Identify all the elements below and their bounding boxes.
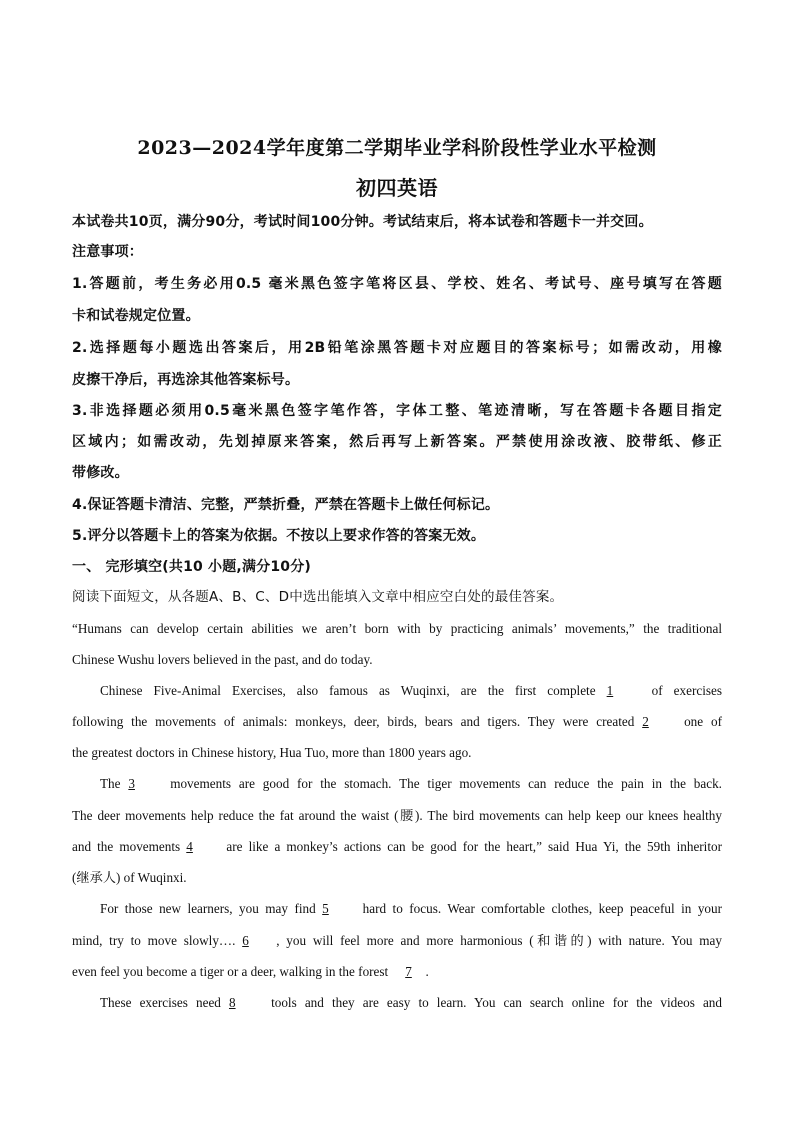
blank-4: 4 bbox=[186, 839, 193, 854]
passage-line: even feel you become a tiger or a deer, walking in the forest 7 . bbox=[72, 964, 429, 979]
blank-8: 8 bbox=[228, 995, 236, 1010]
blank-6: 6 bbox=[242, 933, 249, 948]
section-heading: 一、 完形填空(共10 小题,满分10分) bbox=[72, 559, 312, 575]
notice-line: 5.评分以答题卡上的答案为依据。不按以上要求作答的答案无效。 bbox=[72, 528, 486, 544]
notice-line: 3.非选择题必须用0.5毫米黑色签字笔作答，字体工整、笔迹清晰，写在答题卡各题目指定 bbox=[72, 403, 722, 419]
passage-line: For those new learners, you may find 5 hard to focus. Wear comfortable clothes, keep peaceful in your bbox=[100, 901, 722, 916]
notice-heading: 注意事项： bbox=[72, 244, 143, 260]
passage-line: The deer movements help reduce the fat around the waist (腰). The bird movements can help keep our knees healthy bbox=[72, 808, 722, 823]
passage-line: the greatest doctors in Chinese history, Hua Tuo, more than 1800 years ago. bbox=[72, 745, 472, 760]
passage-line: following the movements of animals: monkeys, deer, birds, bears and tigers. They were created 2 one of bbox=[72, 714, 722, 729]
blank-2: 2 bbox=[642, 714, 649, 729]
notice-line: 卡和试卷规定位置。 bbox=[72, 308, 200, 324]
passage-line: “Humans can develop certain abilities we aren’t born with by practicing animals’ movements,” the traditional bbox=[72, 621, 722, 636]
notice-line: 皮擦干净后，再选涂其他答案标号。 bbox=[72, 372, 300, 388]
notice-line: 4.保证答题卡清洁、完整，严禁折叠，严禁在答题卡上做任何标记。 bbox=[72, 497, 500, 513]
notice-line: 1.答题前，考生务必用0.5 毫米黑色签字笔将区县、学校、姓名、考试号、座号填写在答题 bbox=[72, 276, 722, 292]
passage-line: (继承人) of Wuqinxi. bbox=[72, 870, 187, 885]
page-title: 2023—2024学年度第二学期毕业学科阶段性学业水平检测 bbox=[137, 137, 657, 159]
blank-7: 7 bbox=[405, 964, 412, 979]
passage-line: The 3 movements are good for the stomach. The tiger movements can reduce the pain in the back. bbox=[100, 776, 722, 791]
passage-line: Chinese Wushu lovers believed in the past, and do today. bbox=[72, 652, 373, 667]
passage-line: and the movements 4 are like a monkey’s actions can be good for the heart,” said Hua Yi, the 59th inheritor bbox=[72, 839, 722, 854]
notice-line: 带修改。 bbox=[72, 465, 129, 481]
page-subtitle: 初四英语 bbox=[356, 176, 438, 200]
passage-line: Chinese Five-Animal Exercises, also famous as Wuqinxi, are the first complete 1 of exercises bbox=[100, 683, 723, 698]
exam-intro: 本试卷共10页，满分90分，考试时间100分钟。考试结束后，将本试卷和答题卡一并交回。 bbox=[72, 214, 653, 230]
notice-line: 2.选择题每小题选出答案后，用2B铅笔涂黑答题卡对应题目的答案标号；如需改动，用橡 bbox=[72, 340, 722, 356]
blank-3: 3 bbox=[128, 776, 135, 791]
passage-line: These exercises need 8 tools and they are easy to learn. You can search online for the videos and bbox=[100, 995, 722, 1010]
notice-line: 区域内；如需改动，先划掉原来答案，然后再写上新答案。严禁使用涂改液、胶带纸、修正 bbox=[72, 434, 722, 450]
blank-5: 5 bbox=[322, 901, 329, 916]
blank-1: 1 bbox=[606, 683, 614, 698]
section-instruction: 阅读下面短文，从各题A、B、C、D中选出能填入文章中相应空白处的最佳答案。 bbox=[72, 589, 564, 605]
passage-line: mind, try to move slowly…. 6 , you will feel more and more harmonious (和谐的) with nature. You may bbox=[72, 933, 722, 948]
